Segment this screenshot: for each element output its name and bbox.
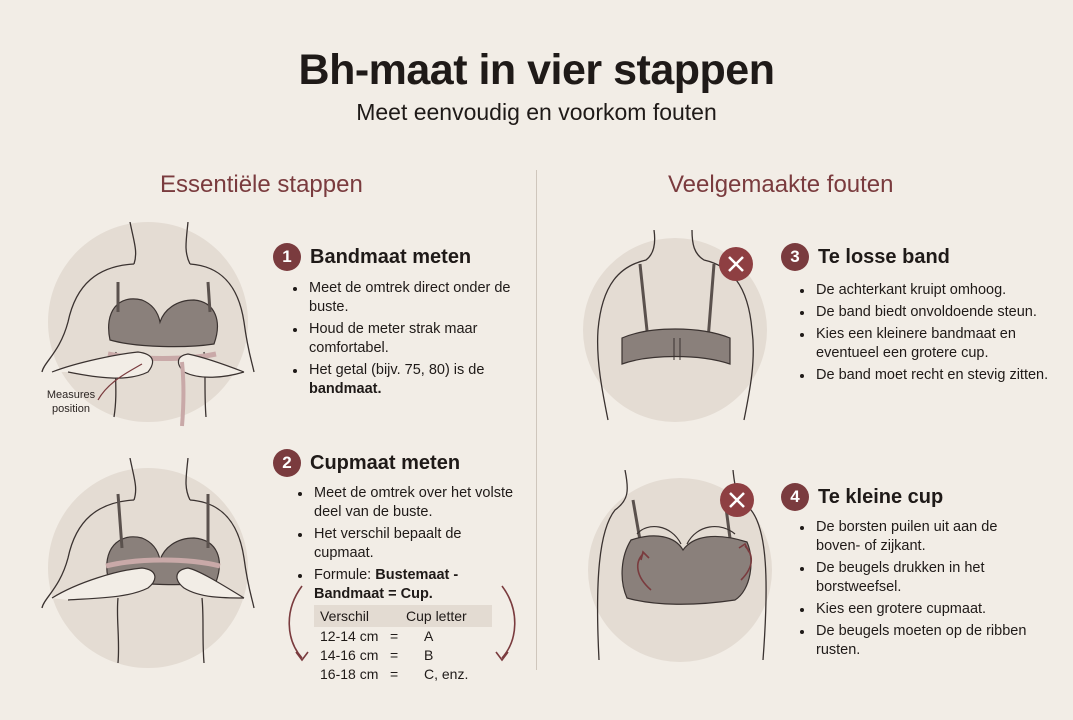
page-subtitle: Meet eenvoudig en voorkom fouten	[356, 99, 717, 125]
table-cell: 14-16 cm	[320, 647, 379, 663]
step-number-badge: 1	[273, 243, 301, 271]
step-title: Te kleine cup	[818, 485, 944, 508]
bullet-item: • Meet de omtrek direct onder de buste.	[307, 279, 537, 317]
bullet-text: Formule:	[314, 567, 372, 583]
bullet-item	[312, 566, 517, 604]
small-cup-illustration	[585, 470, 785, 670]
step-4-header	[781, 483, 943, 511]
page-title: Bh-maat in vier stappen	[298, 46, 775, 94]
table-cell: =	[390, 628, 399, 644]
bullet-item: • De borsten puilen uit aan de boven- of zijkant.	[814, 518, 1044, 556]
bullet-item: • Meet de omtrek over het volste deel van de buste.	[312, 484, 517, 522]
step-title: Cupmaat meten	[310, 451, 461, 474]
bullet-item	[307, 361, 537, 399]
table-cell: =	[390, 647, 399, 663]
table-cell: C, enz.	[424, 666, 469, 682]
bullet-item: • Kies een kleinere bandmaat en eventueel een grotere cup.	[814, 325, 1054, 363]
step-title: Te losse band	[818, 245, 950, 268]
bullet-item: • De band biedt onvoldoende steun.	[814, 303, 1054, 322]
table-header-cell: Cup letter	[406, 608, 467, 624]
table-header	[314, 605, 492, 627]
loose-band-illustration	[580, 230, 780, 430]
table-row	[314, 627, 492, 646]
bullet-item: • De beugels moeten op de ribben rusten.	[814, 622, 1044, 660]
table-row	[314, 665, 492, 684]
section-heading-mistakes: Veelgemaakte fouten	[668, 171, 894, 198]
bullet-bold-text: bandmaat.	[309, 381, 382, 397]
column-divider	[536, 170, 537, 670]
step-number-badge: 4	[781, 483, 809, 511]
bra-shape	[622, 536, 751, 604]
bullet-item: • Houd de meter strak maar comfortabel.	[307, 320, 537, 358]
step-1-header	[273, 243, 471, 271]
bullet-item: • De achterkant kruipt omhoog.	[814, 281, 1054, 300]
step-3-header	[781, 243, 950, 271]
table-cell: B	[424, 647, 434, 663]
step-2-bullets	[297, 484, 517, 607]
bullet-text: Het getal (bijv. 75, 80) is de	[309, 362, 485, 378]
step-number-badge: 3	[781, 243, 809, 271]
bullet-item: • De beugels drukken in het borstweefsel.	[814, 559, 1044, 597]
bullet-item: • De band moet recht en stevig zitten.	[814, 366, 1054, 385]
table-row	[314, 646, 492, 665]
step-title: Bandmaat meten	[310, 245, 472, 268]
step-number-badge: 2	[273, 449, 301, 477]
bullet-bold-text: Bustemaat - Bandmaat = Cup.	[314, 567, 459, 602]
step-3-bullets	[799, 281, 1054, 388]
table-cell: 16-18 cm	[320, 666, 379, 682]
cup-measure-illustration	[38, 458, 258, 668]
table-cell: A	[424, 628, 434, 644]
table-cell: 12-14 cm	[320, 628, 379, 644]
cup-size-table	[314, 605, 492, 684]
step-2-header	[273, 449, 460, 477]
step-4-bullets	[799, 518, 1044, 663]
table-header-cell: Verschil	[320, 608, 370, 624]
measures-position-annotation: Measures position	[46, 389, 96, 415]
bullet-item: • Het verschil bepaalt de cupmaat.	[312, 525, 517, 563]
table-cell: =	[390, 666, 399, 682]
section-heading-essential: Essentiële stappen	[160, 171, 363, 198]
step-1-bullets	[292, 279, 537, 402]
bullet-item: • Kies een grotere cupmaat.	[814, 600, 1044, 619]
